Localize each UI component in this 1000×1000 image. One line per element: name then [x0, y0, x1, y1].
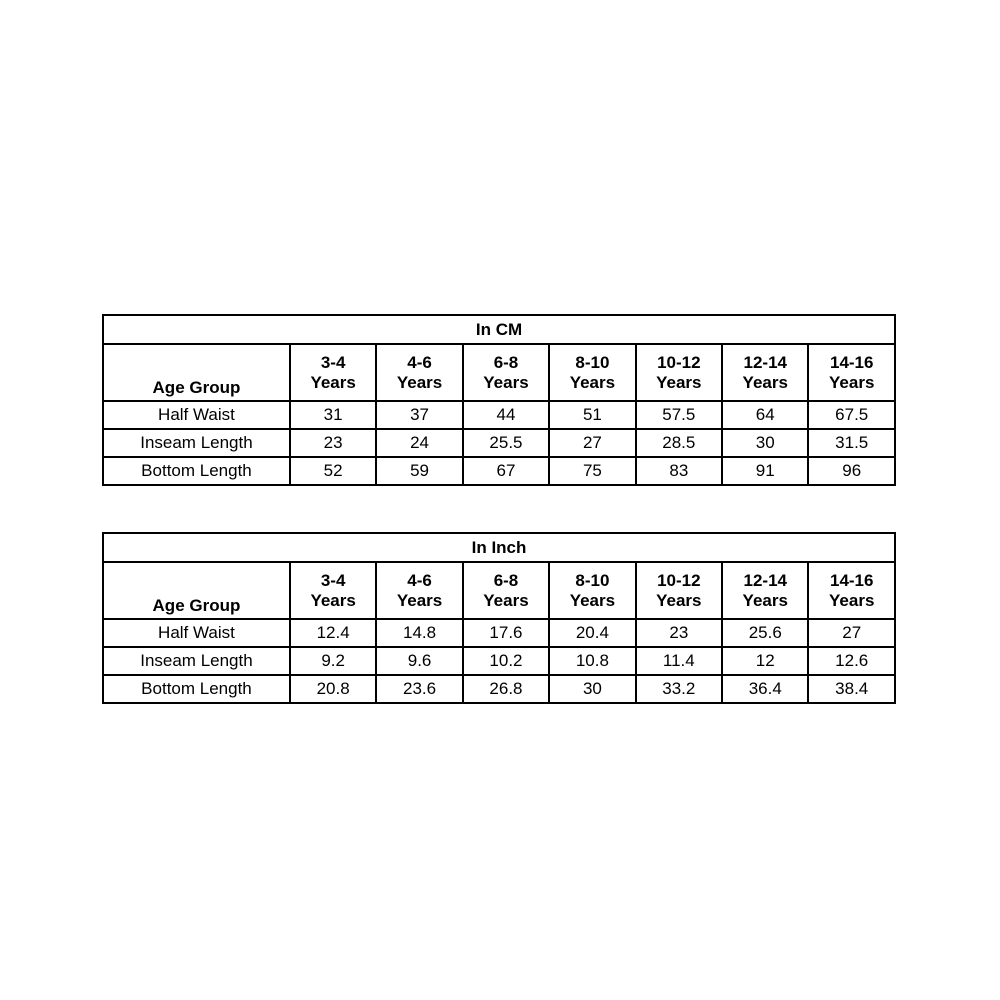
measurement-value: 23 [290, 429, 376, 457]
size-column-header [463, 562, 549, 619]
size-range: 6-8 [493, 570, 519, 590]
measurement-label: Half Waist [103, 401, 290, 429]
size-column-header [290, 562, 376, 619]
measurement-value: 25.6 [722, 619, 808, 647]
measurement-value: 9.6 [376, 647, 462, 675]
measurement-value: 75 [549, 457, 635, 485]
size-column-header [722, 562, 808, 619]
size-column-header [376, 344, 462, 401]
measurement-value: 12 [722, 647, 808, 675]
size-table-inch [102, 532, 896, 704]
measurement-value: 20.4 [549, 619, 635, 647]
size-range: 4-6 [407, 570, 432, 590]
size-column-header [463, 344, 549, 401]
measurement-value: 30 [722, 429, 808, 457]
size-unit: Years [742, 590, 788, 610]
measurement-value: 27 [549, 429, 635, 457]
measurement-value: 11.4 [636, 647, 722, 675]
measurement-value: 52 [290, 457, 376, 485]
size-range: 3-4 [320, 570, 346, 590]
size-range: 14-16 [829, 352, 874, 372]
measurement-value: 57.5 [636, 401, 722, 429]
table-title: In CM [103, 315, 895, 344]
table-row [103, 401, 895, 429]
table-row [103, 457, 895, 485]
size-column-header [290, 344, 376, 401]
table-header-row [103, 344, 895, 401]
measurement-value: 24 [376, 429, 462, 457]
table-row [103, 675, 895, 703]
size-unit: Years [569, 590, 616, 610]
measurement-value: 10.2 [463, 647, 549, 675]
measurement-value: 27 [808, 619, 895, 647]
size-unit: Years [396, 590, 443, 610]
measurement-value: 59 [376, 457, 462, 485]
size-unit: Years [310, 590, 356, 610]
size-table-cm [102, 314, 896, 486]
size-range: 12-14 [743, 352, 787, 372]
size-range: 8-10 [575, 352, 610, 372]
size-column-header [722, 344, 808, 401]
measurement-value: 30 [549, 675, 635, 703]
table-title-row [103, 533, 895, 562]
measurement-value: 28.5 [636, 429, 722, 457]
size-unit: Years [656, 372, 702, 392]
size-range: 6-8 [493, 352, 519, 372]
size-range: 3-4 [320, 352, 346, 372]
size-column-header [808, 344, 895, 401]
size-unit: Years [483, 590, 529, 610]
measurement-value: 67 [463, 457, 549, 485]
size-range: 8-10 [575, 570, 610, 590]
size-column-header [636, 344, 722, 401]
size-unit: Years [656, 590, 702, 610]
size-range: 4-6 [407, 352, 432, 372]
size-range: 10-12 [657, 570, 701, 590]
measurement-value: 26.8 [463, 675, 549, 703]
size-unit: Years [310, 372, 356, 392]
measurement-value: 91 [722, 457, 808, 485]
measurement-value: 64 [722, 401, 808, 429]
table-title: In Inch [103, 533, 895, 562]
size-column-header [376, 562, 462, 619]
measurement-value: 23 [636, 619, 722, 647]
size-column-header [808, 562, 895, 619]
table-row [103, 429, 895, 457]
measurement-value: 31.5 [808, 429, 895, 457]
table-row [103, 619, 895, 647]
age-group-header: Age Group [103, 562, 290, 619]
size-range: 14-16 [829, 570, 874, 590]
size-column-header [549, 344, 635, 401]
size-range: 10-12 [657, 352, 701, 372]
measurement-value: 37 [376, 401, 462, 429]
measurement-label: Half Waist [103, 619, 290, 647]
size-column-header [636, 562, 722, 619]
size-unit: Years [829, 590, 875, 610]
measurement-value: 14.8 [376, 619, 462, 647]
measurement-value: 12.4 [290, 619, 376, 647]
size-unit: Years [569, 372, 616, 392]
measurement-value: 31 [290, 401, 376, 429]
size-unit: Years [483, 372, 529, 392]
measurement-label: Bottom Length [103, 457, 290, 485]
measurement-label: Inseam Length [103, 429, 290, 457]
table-title-row [103, 315, 895, 344]
measurement-value: 20.8 [290, 675, 376, 703]
measurement-value: 51 [549, 401, 635, 429]
table-row [103, 647, 895, 675]
measurement-value: 23.6 [376, 675, 462, 703]
measurement-value: 83 [636, 457, 722, 485]
age-group-header: Age Group [103, 344, 290, 401]
measurement-label: Bottom Length [103, 675, 290, 703]
size-unit: Years [829, 372, 875, 392]
size-unit: Years [396, 372, 443, 392]
measurement-value: 17.6 [463, 619, 549, 647]
measurement-value: 96 [808, 457, 895, 485]
measurement-value: 33.2 [636, 675, 722, 703]
measurement-value: 25.5 [463, 429, 549, 457]
size-range: 12-14 [743, 570, 787, 590]
size-column-header [549, 562, 635, 619]
measurement-value: 67.5 [808, 401, 895, 429]
measurement-value: 38.4 [808, 675, 895, 703]
measurement-value: 9.2 [290, 647, 376, 675]
size-unit: Years [742, 372, 788, 392]
measurement-value: 44 [463, 401, 549, 429]
measurement-value: 36.4 [722, 675, 808, 703]
measurement-label: Inseam Length [103, 647, 290, 675]
table-header-row [103, 562, 895, 619]
measurement-value: 12.6 [808, 647, 895, 675]
measurement-value: 10.8 [549, 647, 635, 675]
